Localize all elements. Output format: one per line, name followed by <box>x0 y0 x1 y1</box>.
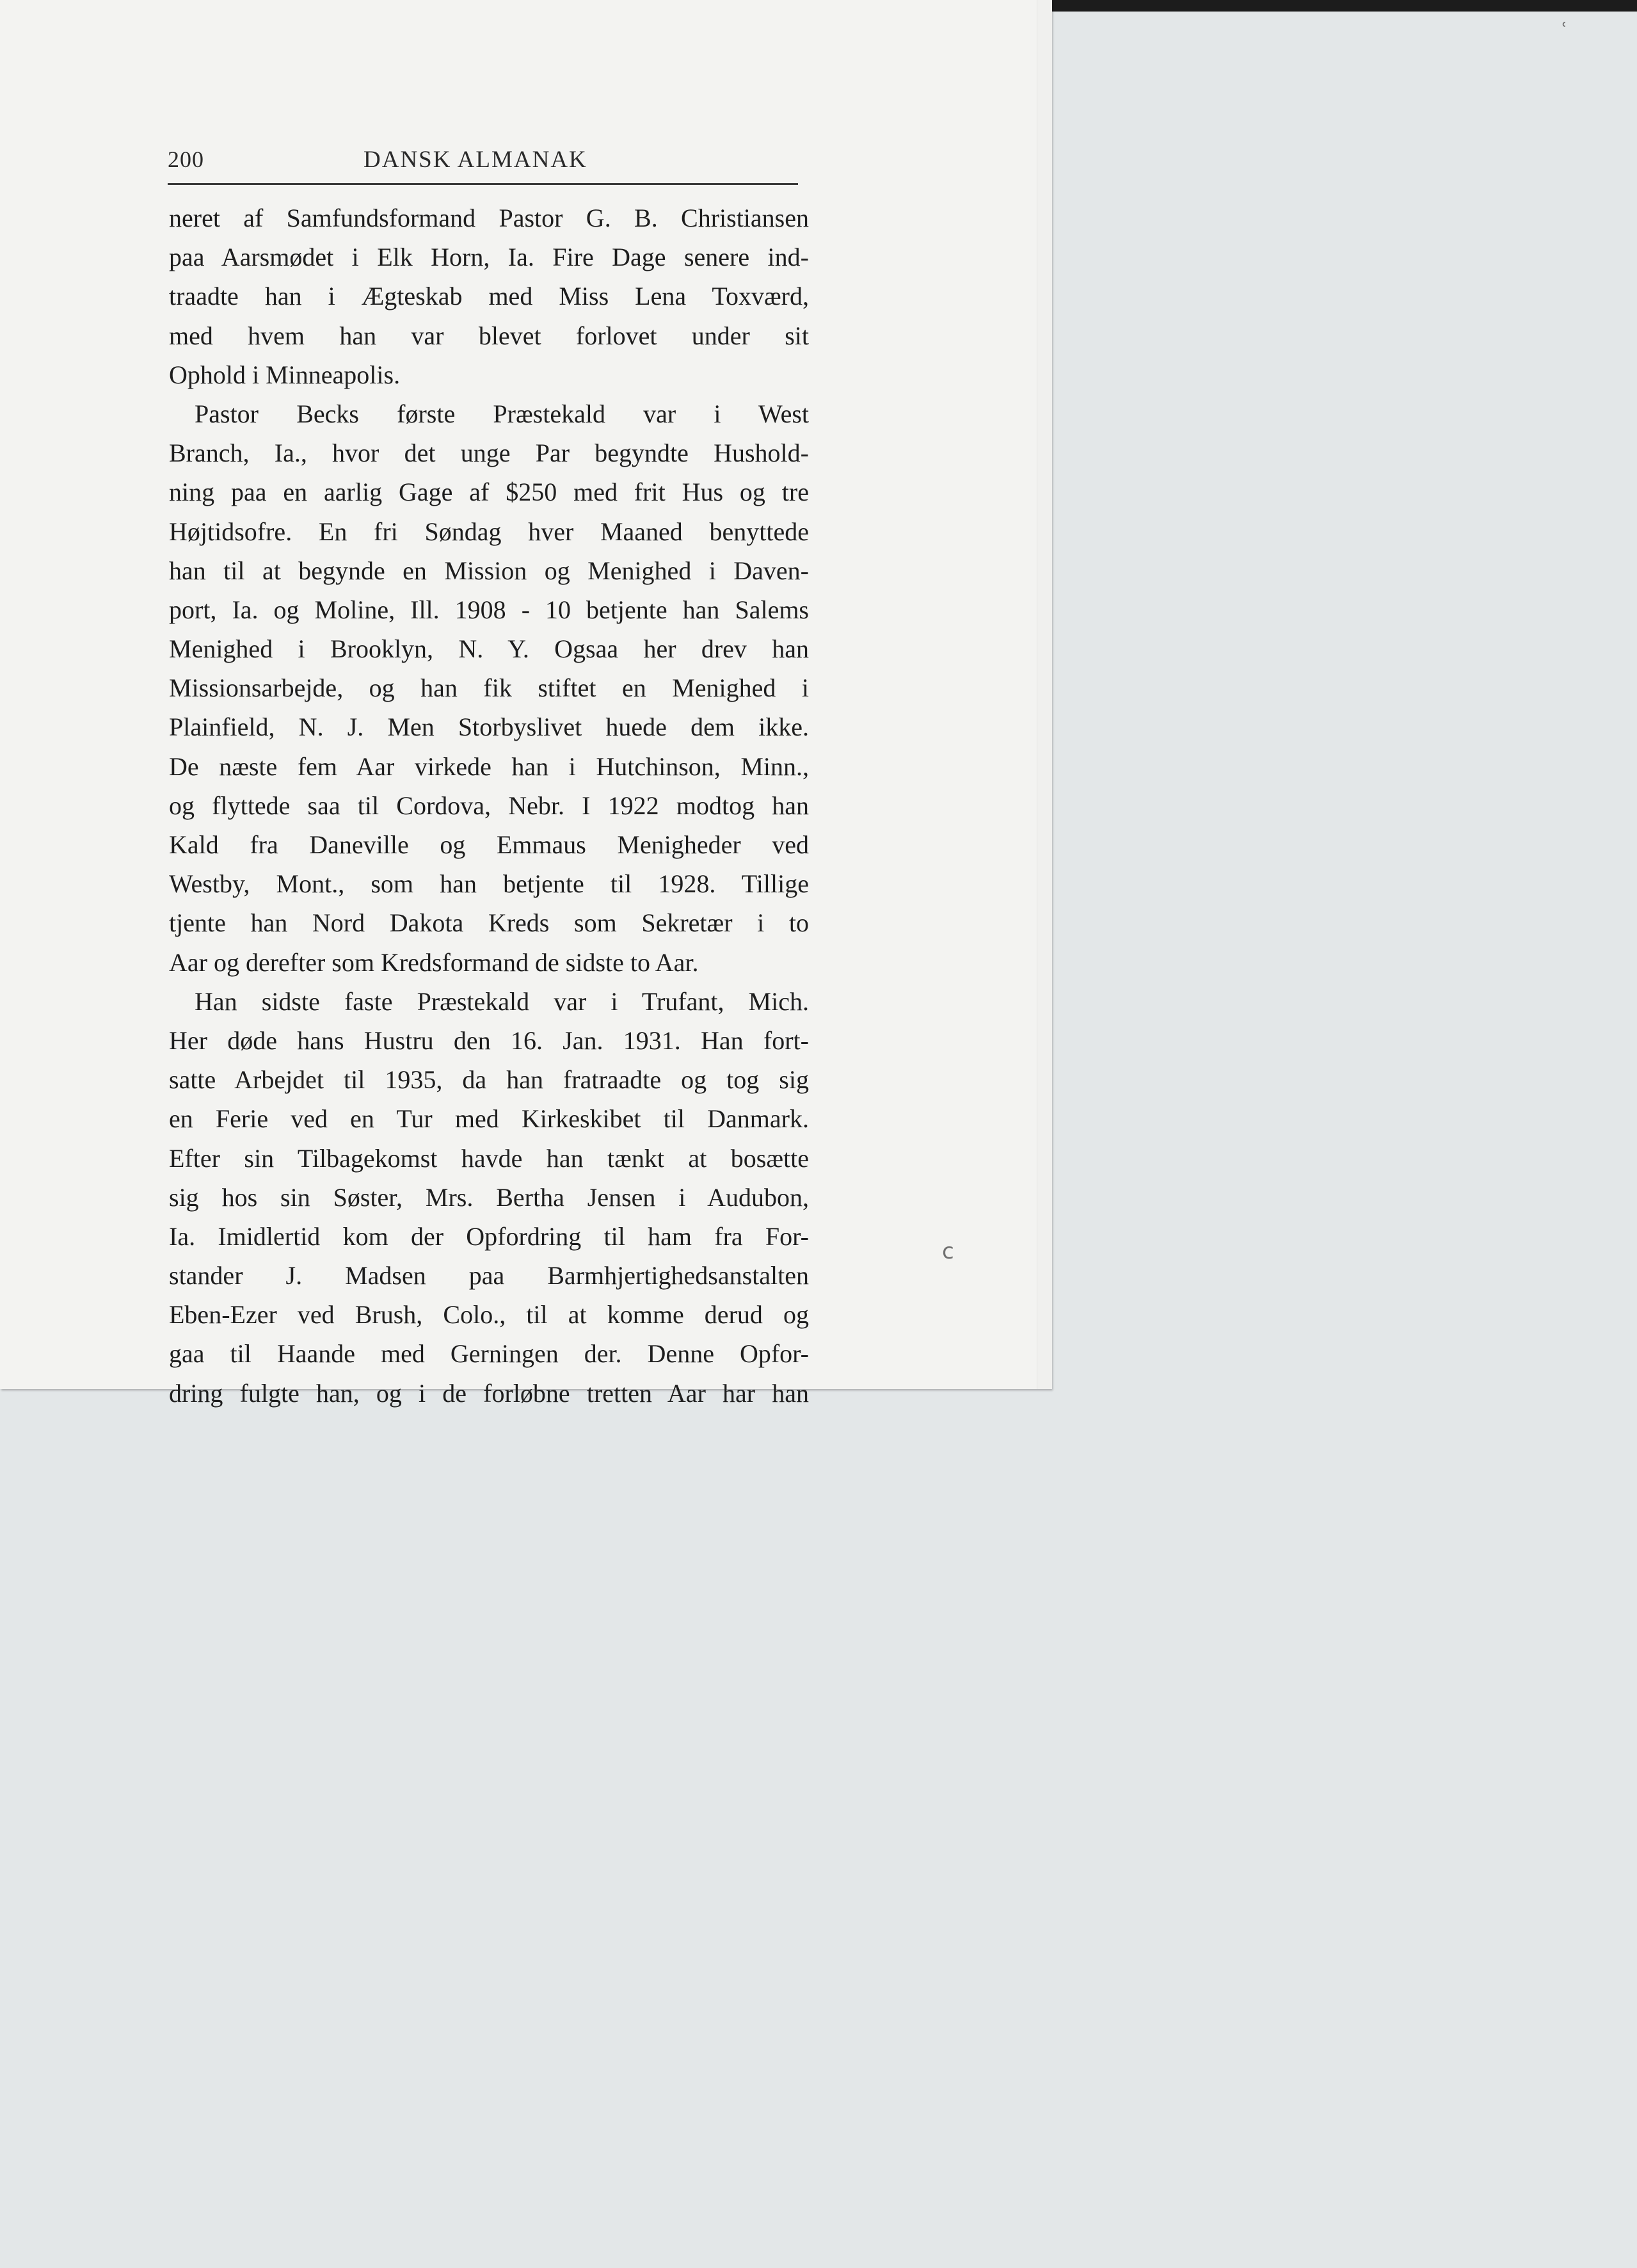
text-line: gaa til Haande med Gerningen der. Denne Opfor- <box>169 1339 809 1369</box>
text-line: Ia. Imidlertid kom der Opfordring til ham fra For- <box>169 1221 809 1251</box>
text-line: Pastor Becks første Præstekald var i West <box>195 399 809 428</box>
scanner-lid-edge <box>1037 0 1637 12</box>
text-line: Her døde hans Hustru den 16. Jan. 1931. Han fort- <box>169 1025 809 1055</box>
text-line: han til at begynde en Mission og Menighed i Daven- <box>169 556 809 585</box>
text-line: Missionsarbejde, og han fik stiftet en Menighed i <box>169 673 809 703</box>
text-line: traadte han i Ægteskab med Miss Lena Toxværd, <box>169 282 809 311</box>
text-line: stander J. Madsen paa Barmhjertighedsanstalten <box>169 1261 809 1291</box>
scan-speck: c <box>942 1239 954 1264</box>
text-line: Aar og derefter som Kredsformand de sidste to Aar. <box>169 947 699 977</box>
text-line: Menighed i Brooklyn, N. Y. Ogsaa her drev han <box>169 634 809 664</box>
header-rule <box>168 183 798 185</box>
text-line: Westby, Mont., som han betjente til 1928. Tillige <box>169 869 809 899</box>
page-number: 200 <box>168 147 204 172</box>
text-line: Branch, Ia., hvor det unge Par begyndte Hushold- <box>169 438 809 468</box>
text-line: dring fulgte han, og i de forløbne tretten Aar har han <box>169 1378 809 1408</box>
text-line: paa Aarsmødet i Elk Horn, Ia. Fire Dage senere ind- <box>169 243 809 272</box>
text-line: ning paa en aarlig Gage af $250 med frit Hus og tre <box>169 478 809 507</box>
text-line: neret af Samfundsformand Pastor G. B. Christiansen <box>169 204 809 232</box>
text-line: sig hos sin Søster, Mrs. Bertha Jensen i Audubon, <box>169 1182 809 1212</box>
text-line: port, Ia. og Moline, Ill. 1908 - 10 betjente han Salems <box>169 595 809 624</box>
text-line: en Ferie ved en Tur med Kirkeskibet til Danmark. <box>169 1104 809 1134</box>
text-line: Efter sin Tilbagekomst havde han tænkt at bosætte <box>169 1143 809 1173</box>
text-line: Kald fra Daneville og Emmaus Menigheder ved <box>169 830 809 859</box>
text-line: Han sidste faste Præstekald var i Trufant, Mich. <box>195 986 809 1016</box>
text-line: Ophold i Minneapolis. <box>169 360 401 389</box>
text-line: Plainfield, N. J. Men Storbyslivet huede dem ikke. <box>169 712 809 742</box>
text-line: og flyttede saa til Cordova, Nebr. I 1922 modtog han <box>169 791 809 820</box>
book-page <box>0 0 1051 1408</box>
text-line: Eben-Ezer ved Brush, Colo., til at komme derud og <box>169 1300 809 1330</box>
body-text <box>169 198 809 1413</box>
text-line: tjente han Nord Dakota Kreds som Sekretær i to <box>169 908 809 938</box>
text-line: med hvem han var blevet forlovet under sit <box>169 321 809 350</box>
page-header <box>168 146 801 178</box>
text-line: satte Arbejdet til 1935, da han fratraadte og tog sig <box>169 1065 809 1095</box>
page-edge <box>1037 0 1052 1389</box>
text-line: De næste fem Aar virkede han i Hutchinson, Minn., <box>169 752 809 781</box>
text-line: Højtidsofre. En fri Søndag hver Maaned benyttede <box>169 517 809 546</box>
running-head: DANSK ALMANAK <box>363 147 587 173</box>
scan-speck-mark: ʿ <box>1561 19 1568 42</box>
